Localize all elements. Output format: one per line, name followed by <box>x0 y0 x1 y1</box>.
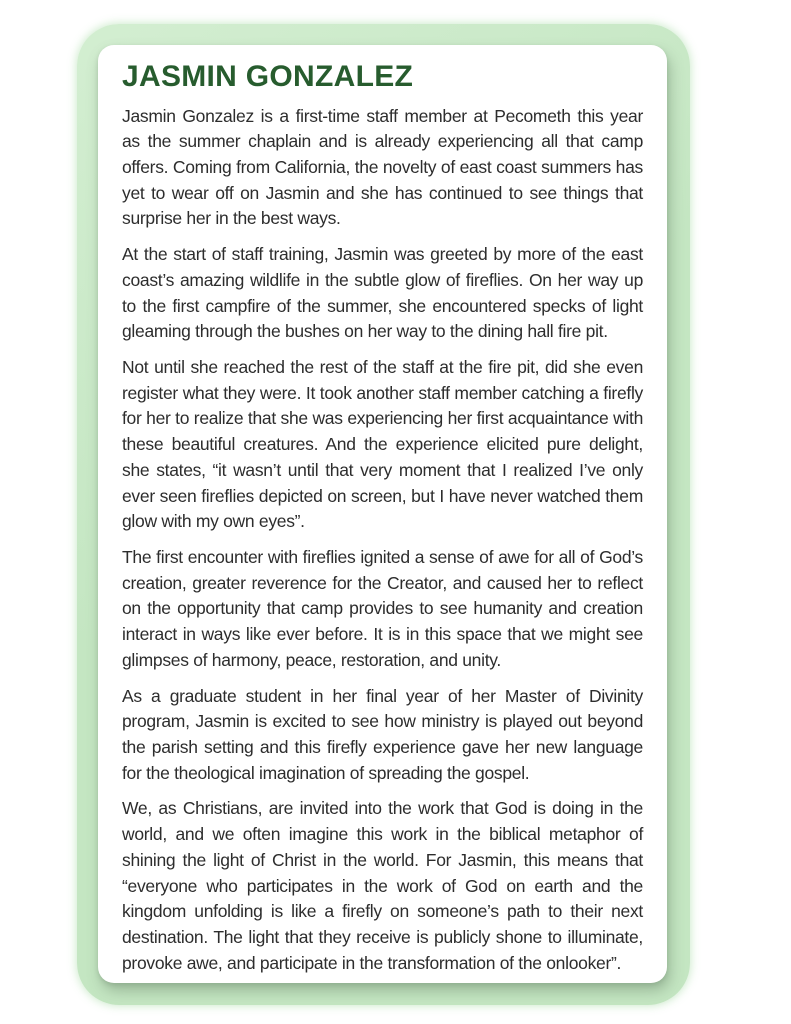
green-frame <box>77 24 690 1005</box>
paragraph-fire-pit: Not until she reached the rest of the staff at the fire pit, did she even register what they were. It took another staff member catching a firefly for her to realize that she was experiencing her first acquaintance with these beautiful creatures. And the experience elicited pure delight, she states, “it wasn’t until that very moment that I realized I’ve only ever seen fireflies depicted on screen, but I have never watched them glow with my own eyes”. <box>122 356 643 532</box>
page-title: JASMIN GONZALEZ <box>122 60 414 93</box>
paragraph-first-encounter: The first encounter with fireflies ignited a sense of awe for all of God’s creation, greater reverence for the Creator, and caused her to reflect on the opportunity that camp provides to see humanity and creation interact in ways like ever before. It is in this space that we might see glimpses of harmony, peace, restoration, and unity. <box>122 547 643 670</box>
paragraph-staff-training: At the start of staff training, Jasmin was greeted by more of the east coast’s amazing wildlife in the subtle glow of fireflies. On her way up to the first campfire of the summer, she encountered specks of light gleaming through the bushes on her way to the dining hall fire pit. <box>122 244 643 342</box>
paragraph-intro: Jasmin Gonzalez is a first-time staff member at Pecometh this year as the summer chaplain and is already experiencing all that camp offers. Coming from California, the novelty of east coast summers has yet to wear off on Jasmin and she has continued to see things that surprise her in the best ways. <box>122 105 643 229</box>
paragraph-christians: We, as Christians, are invited into the work that God is doing in the world, and we often imagine this work in the biblical metaphor of shining the light of Christ in the world. For Jasmin, this means that “everyone who participates in the work of God on earth and the kingdom unfolding is like a firefly on someone’s path to their next destination. The light that they receive is publicly shone to illuminate, provoke awe, and participate in the transformation of the onlooker”. <box>122 798 643 973</box>
paragraph-graduate-student: As a graduate student in her final year of her Master of Divinity program, Jasmin is excited to see how ministry is played out beyond the parish setting and this firefly experience gave her new language for the theological imagination of spreading the gospel. <box>122 685 643 783</box>
article-card <box>98 45 667 983</box>
